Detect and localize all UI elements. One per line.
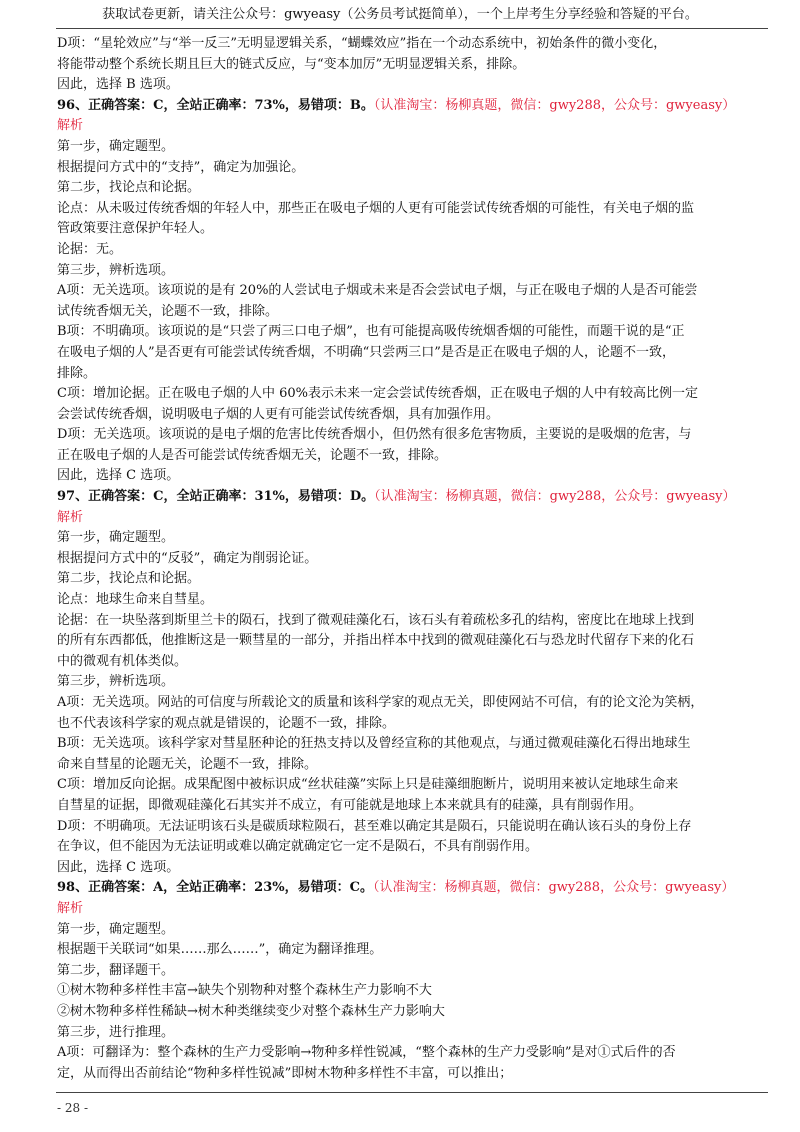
- text-line: 中的微观有机体类似。: [57, 653, 188, 669]
- text-line: 也不代表该科学家的观点就是错误的，论题不一致，排除。: [57, 715, 396, 731]
- text-line: 第三步，辨析选项。: [57, 674, 175, 690]
- text-line: B项：无关选项。该科学家对彗星胚种论的狂热支持以及曾经宣称的其他观点，与通过微观硅藻化石得出地球生: [57, 736, 691, 752]
- header-text: 获取试卷更新，请关注公众号：gwyeasy（公务员考试挺简单），一个上岸考生分享经验和答疑的平台。: [102, 7, 698, 22]
- answer-summary: 96、正确答案：C，全站正确率：73%，易错项：B。: [57, 97, 374, 113]
- text-line: 会尝试传统香烟，说明吸电子烟的人更有可能尝试传统香烟，具有加强作用。: [57, 406, 500, 422]
- text-line: 的所有东西都低，他推断这是一颗彗星的一部分，并指出样本中找到的微观硅藻化石与恐龙时代留存下来的化石: [57, 633, 695, 649]
- source-note: （认准淘宝：杨柳真题，微信：gwy288，公众号：gwyeasy）: [374, 489, 736, 505]
- text-line: 在吸电子烟的人”是否更有可能尝试传统香烟，不明确“只尝两三口”是否是正在吸电子烟的人，论题不一致，: [57, 344, 675, 360]
- text-line: 在争议，但不能因为无法证明或难以确定就确定它一定不是陨石，不具有削弱作用。: [57, 839, 539, 855]
- text-line: B项：不明确项。该项说的是“只尝了两三口电子烟”，也有可能提高吸传统烟香烟的可能性，而题干说的是“正: [57, 324, 685, 340]
- text-line: 论据：无。: [57, 241, 123, 257]
- text-line: A项：可翻译为：整个森林的生产力受影响→物种多样性锐减，“整个森林的生产力受影响”是对①式后件的否: [57, 1045, 676, 1061]
- text-line: 根据题干关联词“如果……那么……”，确定为翻译推理。: [57, 942, 383, 958]
- text-line: 因此，选择 C 选项。: [57, 468, 180, 484]
- text-line: 第二步，找论点和论据。: [57, 180, 201, 196]
- text-line: D项：不明确项。无法证明该石头是碳质球粒陨石，甚至难以确定其是陨石，只能说明在确认该石头的身份上存: [57, 818, 692, 834]
- text-line: 第一步，确定题型。: [57, 921, 175, 937]
- text-line: 论点：从未吸过传统香烟的年轻人中，那些正在吸电子烟的人更有可能尝试传统香烟的可能性，有关电子烟的监: [57, 200, 695, 216]
- text-line: 第二步，找论点和论据。: [57, 571, 201, 587]
- text-line: 排除。: [57, 365, 97, 381]
- text-line: 试传统香烟无关，论题不一致，排除。: [57, 303, 279, 319]
- text-line: 定，从而得出否前结论“物种多样性锐减”即树木物种多样性不丰富，可以推出；: [57, 1065, 513, 1081]
- text-line: A项：无关选项。网站的可信度与所载论文的质量和该科学家的观点无关，即使网站不可信，有的论文沦为笑柄，: [57, 695, 704, 710]
- answer-summary: 97、正确答案：C，全站正确率：31%，易错项：D。: [57, 489, 375, 505]
- text-line: 根据提问方式中的“反驳”，确定为削弱论证。: [57, 550, 318, 566]
- text-line: A项：无关选项。该项说的是有 20%的人尝试电子烟或未来是否会尝试电子烟，与正在吸电子烟的人是否可能尝: [57, 283, 698, 299]
- page-header: [0, 6, 800, 24]
- question-96-heading: [57, 96, 769, 117]
- text-line: 将能带动整个系统长期且巨大的链式反应，与“变本加厉”无明显逻辑关系，排除。: [57, 56, 526, 72]
- text-line: 论点：地球生命来自彗星。: [57, 592, 214, 608]
- text-line: C项：增加论据。正在吸电子烟的人中 60%表示未来一定会尝试传统香烟，正在吸电子烟的人中有较高比例一定: [57, 386, 698, 402]
- text-line: 第三步，进行推理。: [57, 1024, 175, 1040]
- text-line: 因此，选择 B 选项。: [57, 77, 179, 93]
- text-line: 命来自彗星的论题无关，论题不一致，排除。: [57, 756, 318, 772]
- analysis-label: 解析: [57, 509, 84, 525]
- text-line: ①树木物种多样性丰富→缺失个别物种对整个森林生产力影响不大: [57, 983, 432, 999]
- text-line: D项：“星轮效应”与“举一反三”无明显逻辑关系，“蝴蝶效应”指在一个动态系统中，初始条件的微小变化，: [57, 36, 667, 51]
- text-line: ②树木物种多样性稀缺→树木种类继续变少对整个森林生产力影响大: [57, 1003, 445, 1019]
- text-line: 管政策要注意保护年轻人。: [57, 221, 214, 237]
- question-98-heading: [57, 878, 769, 899]
- text-line: C项：增加反向论据。成果配图中被标识成“丝状硅藻”实际上只是硅藻细胞断片，说明用来被认定地球生命来: [57, 777, 679, 793]
- text-line: 第一步，确定题型。: [57, 530, 175, 546]
- analysis-label: 解析: [57, 900, 84, 916]
- text-line: 第三步，辨析选项。: [57, 262, 175, 278]
- document-body: [57, 34, 769, 1084]
- text-line: 第二步，翻译题干。: [57, 962, 175, 978]
- question-97-heading: [57, 487, 769, 508]
- text-line: D项：无关选项。该项说的是电子烟的危害比传统香烟小，但仍然有很多危害物质，主要说的是吸烟的危害，与: [57, 427, 692, 443]
- source-note: （认准淘宝：杨柳真题，微信：gwy288，公众号：gwyeasy）: [373, 97, 736, 113]
- text-line: 因此，选择 C 选项。: [57, 859, 180, 875]
- text-line: 正在吸电子烟的人是否可能尝试传统香烟无关，论题不一致，排除。: [57, 447, 448, 463]
- text-line: 自彗星的证据，即微观硅藻化石其实并不成立，有可能就是地球上本来就具有的硅藻，具有削弱作用。: [57, 797, 643, 813]
- analysis-label: 解析: [57, 118, 84, 134]
- text-line: 论据：在一块坠落到斯里兰卡的陨石，找到了微观硅藻化石，该石头有着疏松多孔的结构，密度比在地球上找到: [57, 612, 695, 628]
- footer-divider: [56, 1092, 768, 1093]
- header-divider: [56, 28, 768, 29]
- page-number: - 28 -: [57, 1101, 89, 1115]
- answer-summary: 98、正确答案：A，全站正确率：23%，易错项：C。: [57, 880, 373, 896]
- source-note: （认准淘宝：杨柳真题，微信：gwy288，公众号：gwyeasy）: [372, 880, 735, 896]
- text-line: 第一步，确定题型。: [57, 138, 175, 154]
- text-line: 根据提问方式中的“支持”，确定为加强论。: [57, 159, 305, 175]
